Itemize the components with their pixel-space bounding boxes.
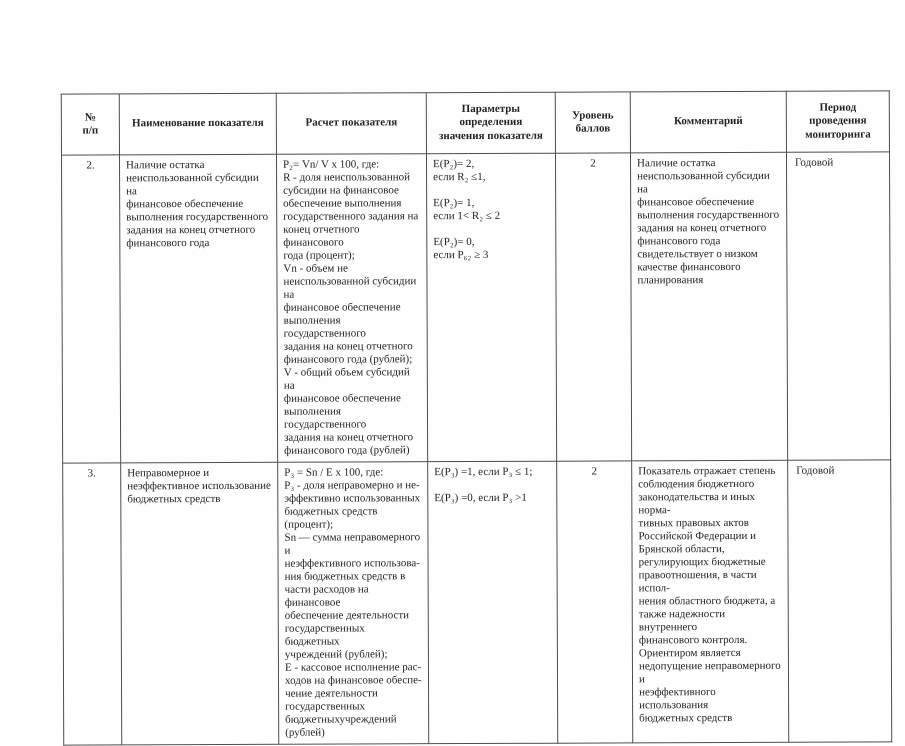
table-row — [63, 460, 892, 745]
col-header-calculation: Расчет показателя — [276, 93, 426, 155]
indicators-table — [61, 90, 892, 745]
col-header-score-level: Уровень баллов — [555, 92, 630, 153]
score-level-cell: 2 — [555, 153, 631, 461]
col-header-comment: Комментарий — [630, 91, 786, 153]
monitoring-period-cell: Годовой — [786, 152, 890, 460]
indicator-name-cell: Неправомерное и неэффективное использование бюджетных средств — [121, 462, 279, 745]
comment-cell: Показатель отражает степень соблюдения бюджетного законодательства и иных норма- тивных правовых актов Российской Федерации и Брянской области, регулирующих бюджетные правоотношения, в части испол- нения областного бюджета, а также надежности внутреннего финансового контроля. Ориентиром является недопущение неправомерного и неэффективного использования бюджетных средств — [632, 460, 789, 743]
parameters-cell: Е(Р₂)= 2, если R₂ ≤1, Е(Р₂)= 1, если 1< R₂ ≤ 2 Е(Р₂)= 0, если Р₆₂ ≥ 3 — [426, 153, 556, 461]
indicator-name-cell: Наличие остатка неиспользованной субсидии на финансовое обеспечение выполнения государственного задания на конец отчетного финансового года — [119, 154, 277, 463]
row-number-cell: 2. — [61, 155, 120, 463]
score-level-cell: 2 — [557, 461, 633, 743]
col-header-monitoring-period: Период проведения мониторинга — [786, 91, 889, 152]
col-header-num: № п/п — [61, 94, 119, 155]
calculation-cell: Р₂= Vn/ V х 100, где: R - доля неиспользованной субсидии на финансовое обеспечение выполнения государственного задания на конец отчетного финансового года (процент); Vn - объем не неиспользованной субсидии на финансовое обеспечение выполнения государственного задания на конец отчетного финансового года (рублей); V - общий объем субсидий на финансовое обеспечение выполнения государственного задания на конец отчетного финансового года (рублей) — [276, 154, 427, 463]
row-number-cell: 3. — [63, 463, 122, 745]
calculation-cell: Р₃ = Sn / Е х 100, где: Р₃ - доля неправомерно и не- эффективно использованных бюджетных средств (процент); Sn — сумма неправомерного и неэффективного использова- ния бюджетных средств в части расходов на финансовое обеспечение деятельности государственных бюджетных учреждений (рублей); Е - кассовое исполнение рас- ходов на финансовое обеспе- чение деятельности государственных бюджетныхучреждений (рублей) — [278, 462, 429, 745]
table-header-row — [61, 91, 889, 155]
col-header-indicator-name: Наименование показателя — [119, 93, 276, 155]
table-row — [61, 152, 890, 463]
parameters-cell: Е(Р₃) =1, если Р₃ ≤ 1; Е(Р₃) =0, если Р₃ >1 — [428, 461, 558, 743]
col-header-parameters: Параметры определения значения показателя — [426, 92, 555, 153]
comment-cell: Наличие остатка неиспользованной субсидии на финансовое обеспечение выполнения государственного задания на конец отчетного финансового года свидетельствует о низком качестве финансового планирования — [630, 152, 787, 461]
monitoring-period-cell: Годовой — [788, 460, 892, 742]
